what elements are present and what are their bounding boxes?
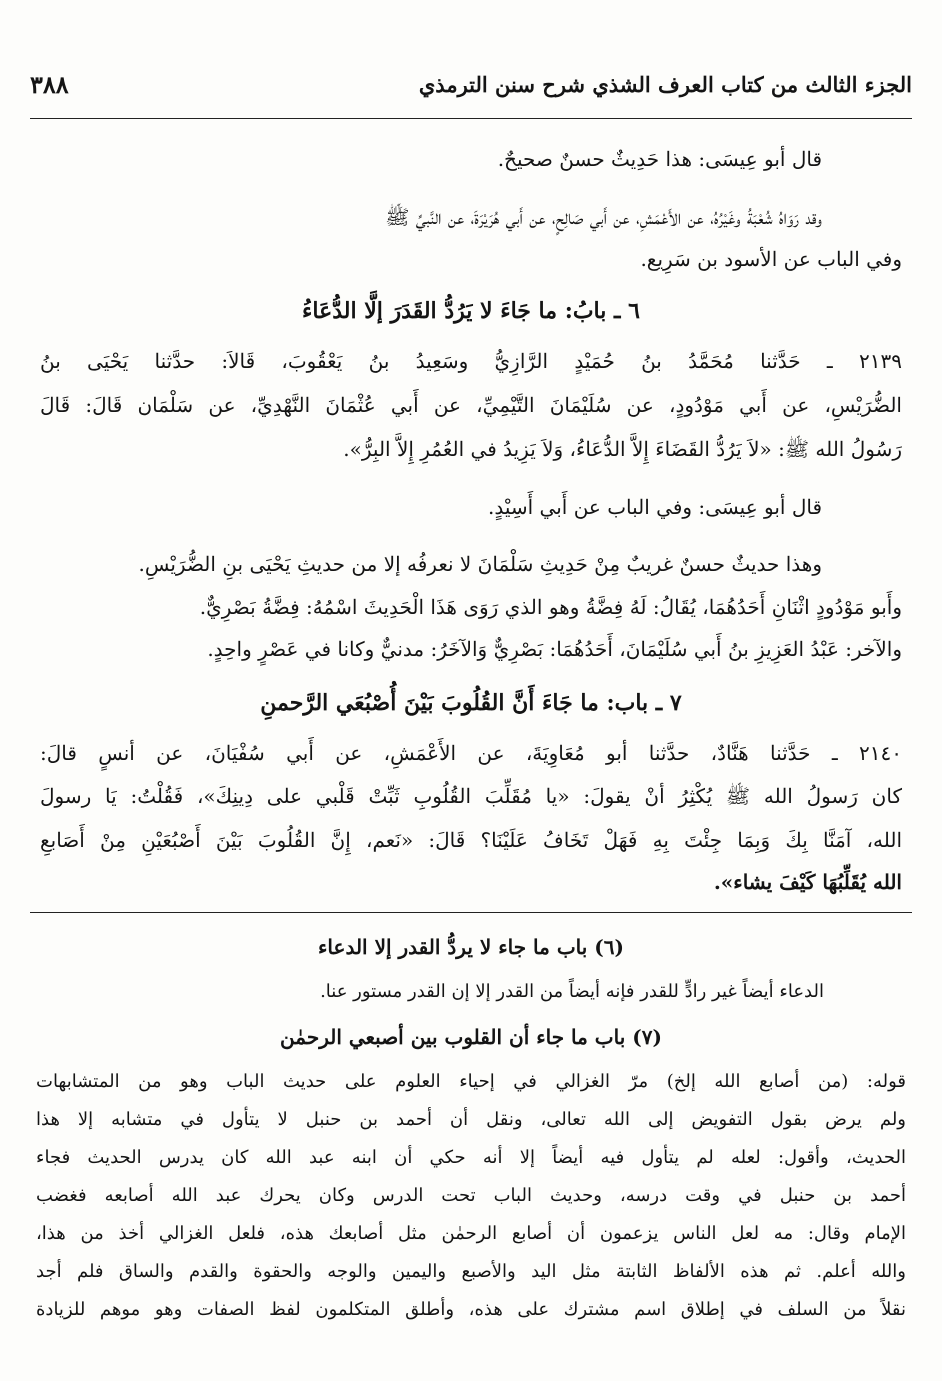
running-header [30, 70, 912, 110]
footnote-line: الإمام وقال: مه لعل الناس يزعمون أن أصابع الرحمٰن مثل أصابعك هذه، فلعل الغزالي أخذ من هذا، [36, 1223, 906, 1244]
footnote-line: أحمد بن حنبل في وقت درسه، وحديث الباب تحت الدرس وكان يحرك عبد الله أصابعه فغضب [36, 1185, 906, 1206]
hadith-line: الضُّرَيْسِ، عن أَبي مَوْدُودٍ، عن سُلَيْمَانَ التَّيْمِيِّ، عن أَبي عُثْمَانَ النَّهْدِيِّ، عن سَلْمَان قَالَ: قَالَ [40, 393, 902, 417]
hadith-line: الله، آمَنَّا بِكَ وَبِمَا جِئْتَ بِهِ فَهَلْ تَخَافُ عَلَيْنَا؟ قَالَ: «نَعم، إِنَّ القُلُوبَ بَيْنَ أَصْبُعَيْنِ مِنْ أَصَابعِ [40, 828, 902, 852]
hadith-line: الله يُقَلِّبُهَا كَيْفَ يشاء». [713, 870, 902, 894]
footnote-line: قوله: (من أصابع الله إلخ) مرّ الغزالي في إحياء العلوم على حديث الباب وهو من المتشابهات [36, 1071, 906, 1092]
text-line: وأَبو مَوْدُودٍ اثْنَانِ أَحَدُهُمَا، يُقَالُ: لَهُ فِضَّةُ وهو الذي رَوَى هَذَا الْحَدِيثَ اسْمُهُ: فِضَّةُ بَصْرِيٌّ. [199, 595, 902, 619]
chapter-heading-6: ٦ ـ بابُ: ما جَاءَ لا يَرُدُّ القَدَرَ إلَّا الدُّعَاءُ [302, 298, 640, 324]
hadith-line: ٢١٣٩ ـ حَدَّثنا مُحَمَّدُ بنُ حُمَيْدٍ الرَّازِيُّ وسَعِيدُ بنُ يَعْقُوبَ، قَالاَ: حدَّثنا يَحْيَى بنُ [40, 349, 902, 373]
page-number: ٣٨٨ [30, 70, 69, 99]
text-line: وفي الباب عن الأسود بن سَرِيع. [640, 247, 902, 271]
footnote-line: الحديث، وأقول: لعله لم يتأول فيه أيضاً إلا أنه حكي أن ابنه عبد الله كان يدرس الحديث فجاء [36, 1147, 906, 1168]
footnote-line: ولم يرض بقول التفويض إلى الله تعالى، ونقل أن أحمد بن حنبل لا يتأول في متشابه إلا هذا [36, 1109, 906, 1130]
text-line: قال أبو عِيسَى: وفي الباب عن أَبي أَسِيْدٍ. [487, 495, 822, 519]
chapter-heading-7: ٧ ـ باب: ما جَاءَ أَنَّ القُلُوبَ بَيْنَ أُصْبُعَي الرَّحمنِ [260, 690, 682, 716]
hadith-line: ٢١٤٠ ـ حَدَّثنا هَنَّادٌ، حدَّثنا أبو مُعَاوِيَةَ، عن الأَعْمَشِ، عن أَبي سُفْيَانَ، عن أنسٍ قالَ: [40, 741, 902, 765]
header-rule [30, 118, 912, 119]
footnote-heading-7: (٧) باب ما جاء أن القلوب بين أصبعي الرحمٰن [280, 1025, 662, 1049]
footnote-line: الدعاء أيضاً غير رادٍّ للقدر فإنه أيضاً من القدر إلا إن القدر مستور عنا. [320, 981, 824, 1002]
footnote-line: نقلاً من السلف في إطلاق اسم مشترك على هذه، وأطلق المتكلمون لفظ الصفات وهو موهم للزيادة [36, 1299, 906, 1320]
text-line: وهذا حديثٌ حسنٌ غريبٌ مِنْ حَدِيثِ سَلْمَانَ لا نعرفُه إلا من حديثِ يَحْيَى بنِ الضُّرَيْسِ. [138, 552, 822, 576]
text-line: قال أبو عِيسَى: هذا حَدِيثٌ حسنٌ صحيحٌ. [497, 147, 822, 171]
text-line: والآخر: عَبْدُ العَزِيزِ بنُ أَبي سُلَيْمَانَ، أَحَدُهُمَا: بَصْرِيٌّ وَالآخَرُ: مدنيٌّ وكانا في عَصْرٍ واحِدٍ. [207, 637, 902, 661]
footnote-separator [30, 912, 912, 913]
hadith-line: رَسُولُ الله ﷺ: «لاَ يَرُدُّ القَضَاءَ إِلاَّ الدُّعَاءُ، وَلاَ يَزِيدُ في العُمُرِ إِلاَّ البِرُّ». [343, 437, 902, 461]
text-line: وقد رَوَاهُ شُعْبَةُ وغَيْرُهُ، عن الأَعْمَشِ، عن أَبي صَالِحٍ، عن أَبي هُرَيْرَةَ، عن النَّبيِّ ﷺ [385, 205, 822, 229]
hadith-line: كان رَسولُ الله ﷺ يُكْثِرُ أنْ يقولَ: «يا مُقَلِّبَ القُلُوبِ ثَبِّتْ قَلْبي على دِينِكَ»، فَقُلْتُ: يَا رسولَ [40, 784, 902, 808]
footnote-line: والله أعلم. ثم هذه الألفاظ الثابتة مثل اليد والأصبع واليمين والوجه والحقوة والقدم والساق فلم أجد [36, 1261, 906, 1282]
footnote-heading-6: (٦) باب ما جاء لا يردُّ القدر إلا الدعاء [318, 935, 624, 959]
header-title: الجزء الثالث من كتاب العرف الشذي شرح سنن الترمذي [418, 72, 912, 97]
